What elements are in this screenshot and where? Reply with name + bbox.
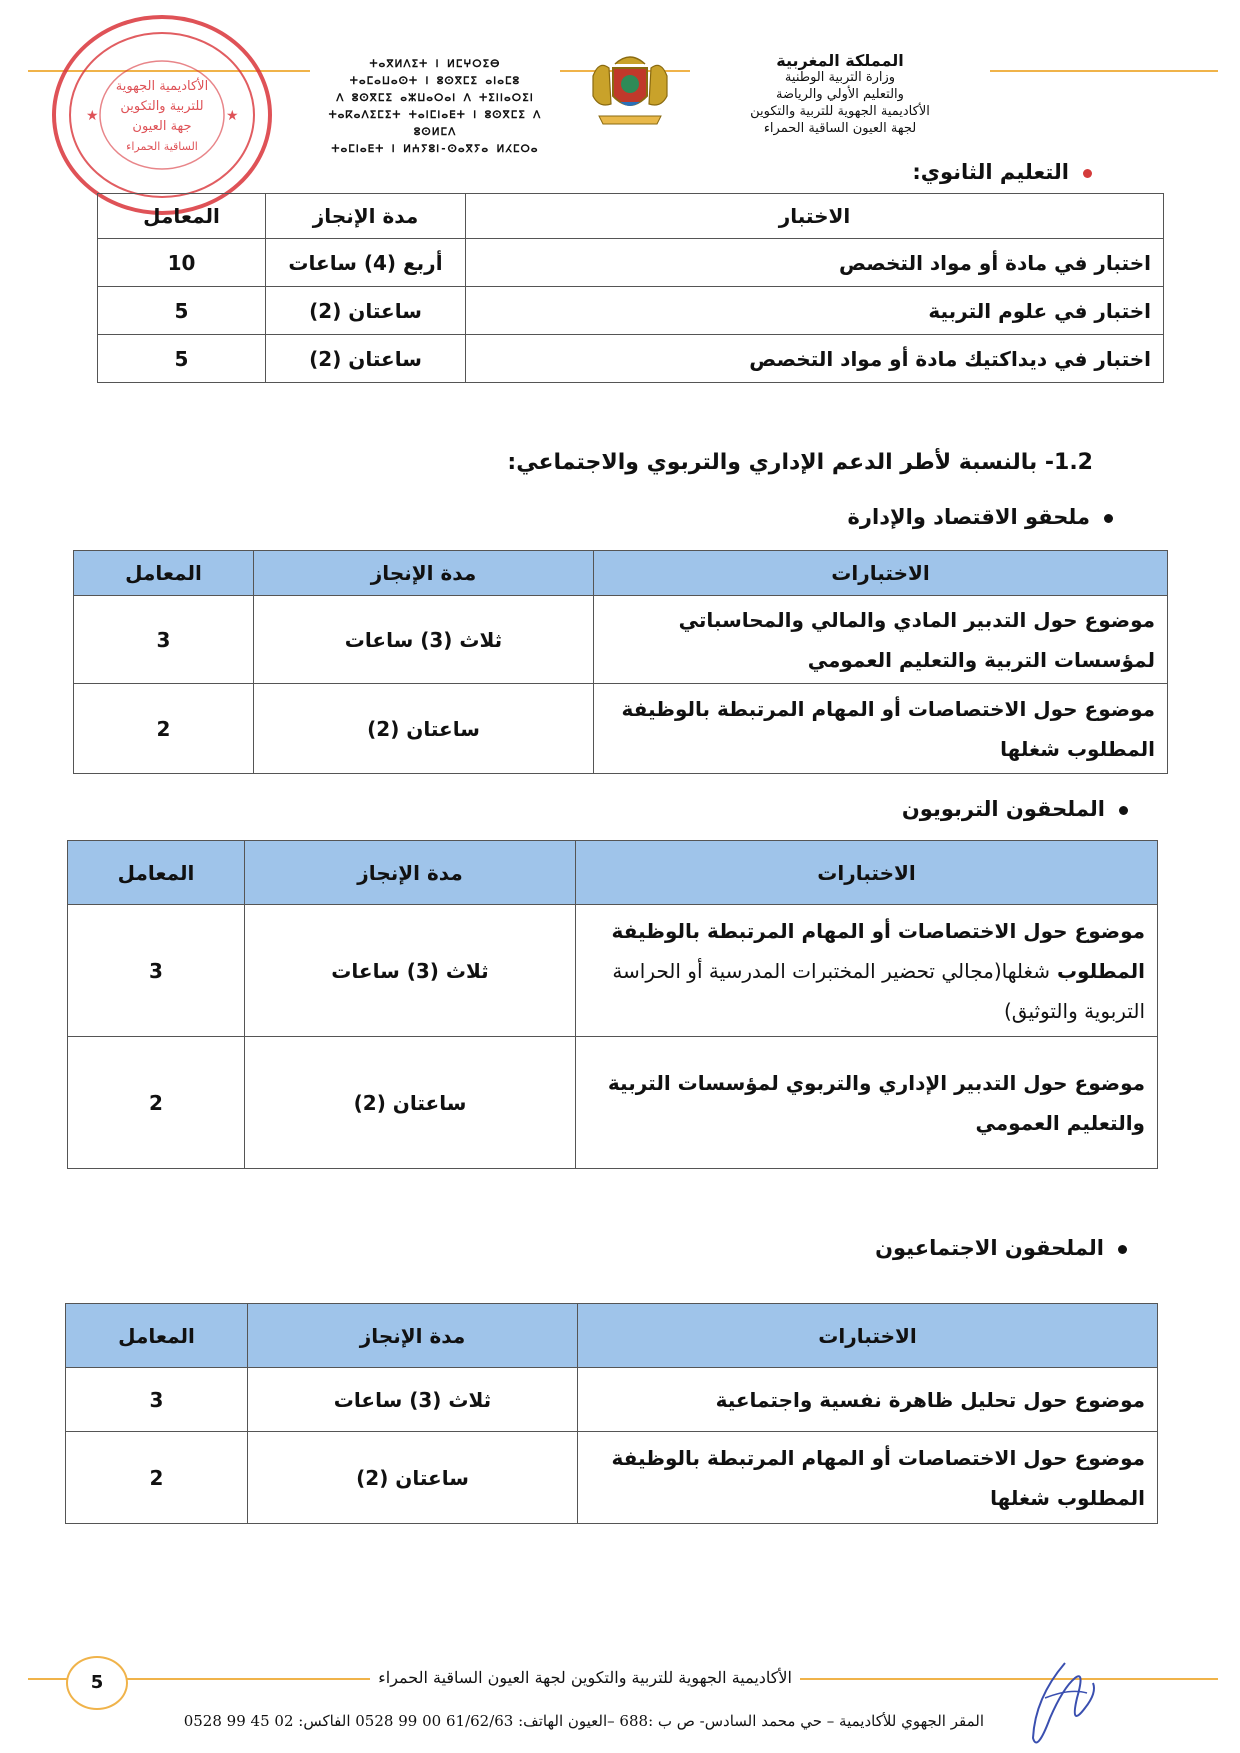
test-cell: موضوع حول الاختصاصات أو المهام المرتبطة بالوظيفة المطلوب شغلها	[578, 1432, 1158, 1524]
academy-line: الأكاديمية الجهوية للتربية والتكوين	[750, 104, 930, 119]
test-cell: موضوع حول التدبير الإداري والتربوي لمؤسسات التربية والتعليم العمومي	[576, 1037, 1158, 1169]
duration-cell: ساعتان (2)	[254, 684, 594, 774]
svg-text:جهة العيون: جهة العيون	[132, 119, 192, 134]
svg-text:★: ★	[226, 108, 239, 124]
header-arabic	[690, 52, 990, 137]
test-cell: اختبار في ديداكتيك مادة أو مواد التخصص	[466, 335, 1164, 383]
test-cell: اختبار في مادة أو مواد التخصص	[466, 239, 1164, 287]
table-row	[68, 905, 1158, 1037]
secondary-table	[97, 193, 1164, 383]
column-header: مدة الإنجاز	[254, 551, 594, 596]
duration-cell: أربع (4) ساعات	[266, 239, 466, 287]
test-cell: اختبار في علوم التربية	[466, 287, 1164, 335]
coef-cell: 2	[66, 1432, 248, 1524]
coef-cell: 5	[98, 335, 266, 383]
svg-text:★: ★	[86, 108, 99, 124]
svg-text:الساقية الحمراء: الساقية الحمراء	[126, 140, 198, 153]
bullet-icon	[1104, 514, 1113, 523]
duration-cell: ساعتان (2)	[248, 1432, 578, 1524]
column-header: المعامل	[66, 1304, 248, 1368]
test-cell	[576, 905, 1158, 1037]
table-header-row	[66, 1304, 1158, 1368]
test-cell: موضوع حول التدبير المادي والمالي والمحاسباتي لمؤسسات التربية والتعليم العمومي	[594, 596, 1168, 684]
table-row	[98, 335, 1164, 383]
svg-text:الأكاديمية الجهوية: الأكاديمية الجهوية	[115, 79, 209, 94]
column-header: المعامل	[68, 841, 245, 905]
coef-cell: 2	[68, 1037, 245, 1169]
economics-table	[73, 550, 1168, 774]
table-row	[66, 1368, 1158, 1432]
duration-cell: ساعتان (2)	[266, 287, 466, 335]
coat-of-arms-icon	[585, 46, 675, 128]
pedagogical-heading: الملحقون التربويون	[902, 797, 1128, 821]
page-number: 5	[66, 1656, 128, 1710]
tifinagh-line: ⵜⴰⵎⵏⴰⴹⵜ ⵏ ⵍⵄⵢⵓⵏ-ⵙⴰⴳⵢⴰ ⵍⵃⵎⵔⴰ	[331, 143, 539, 155]
coef-cell: 3	[66, 1368, 248, 1432]
coef-cell: 3	[68, 905, 245, 1037]
duration-cell: ساعتان (2)	[245, 1037, 576, 1169]
tifinagh-line: ⵜⴰⴽⴰⴷⵉⵎⵉⵜ ⵜⴰⵏⵎⵏⴰⴹⵜ ⵏ ⵓⵙⴳⵎⵉ ⴷ ⵓⵙⵍⵎⴷ	[328, 109, 542, 138]
column-header: مدة الإنجاز	[266, 194, 466, 239]
footer-address: المقر الجهوي للأكاديمية – حي محمد السادس- ص ب :688 –العيون الهاتف: 61/62/63 00 99 0528 الفاكس: 02 45 99 0528	[183, 1712, 984, 1730]
column-header: مدة الإنجاز	[245, 841, 576, 905]
column-header: الاختبارات	[594, 551, 1168, 596]
column-header: المعامل	[98, 194, 266, 239]
test-cell: موضوع حول الاختصاصات أو المهام المرتبطة بالوظيفة المطلوب شغلها	[594, 684, 1168, 774]
test-text: موضوع حول الاختصاصات أو المهام المرتبطة بالوظيفة المطلوب	[611, 918, 1145, 983]
region-line: لجهة العيون الساقية الحمراء	[763, 121, 917, 136]
duration-cell: ثلاث (3) ساعات	[254, 596, 594, 684]
economics-heading: ملحقو الاقتصاد والإدارة	[848, 505, 1113, 529]
coef-cell: 2	[74, 684, 254, 774]
table-row	[66, 1432, 1158, 1524]
table-header-row	[98, 194, 1164, 239]
ministry-line: والتعليم الأولي والرياضة	[776, 87, 904, 102]
table-row	[98, 239, 1164, 287]
tifinagh-line: ⵜⴰⴳⵍⴷⵉⵜ ⵏ ⵍⵎⵖⵔⵉⴱ	[369, 58, 501, 70]
svg-text:للتربية والتكوين: للتربية والتكوين	[120, 99, 204, 114]
header-tifinagh	[310, 56, 560, 158]
column-header: الاختبار	[466, 194, 1164, 239]
duration-cell: ساعتان (2)	[266, 335, 466, 383]
social-table	[65, 1303, 1158, 1524]
column-header: المعامل	[74, 551, 254, 596]
duration-cell: ثلاث (3) ساعات	[245, 905, 576, 1037]
table-row	[98, 287, 1164, 335]
table-header-row	[74, 551, 1168, 596]
test-text-continued: شغلها(مجالي تحضير المختبرات المدرسية أو الحراسة التربوية والتوثيق)	[612, 958, 1145, 1023]
signature	[1015, 1658, 1105, 1753]
bullet-icon	[1118, 1245, 1127, 1254]
coef-cell: 10	[98, 239, 266, 287]
bullet-icon	[1083, 169, 1092, 178]
bullet-icon	[1119, 806, 1128, 815]
table-row	[74, 596, 1168, 684]
kingdom-title: المملكة المغربية	[776, 51, 904, 70]
duration-cell: ثلاث (3) ساعات	[248, 1368, 578, 1432]
column-header: الاختبارات	[578, 1304, 1158, 1368]
column-header: مدة الإنجاز	[248, 1304, 578, 1368]
coef-cell: 5	[98, 287, 266, 335]
secondary-heading: التعليم الثانوي:	[912, 160, 1092, 184]
table-header-row	[68, 841, 1158, 905]
test-cell: موضوع حول تحليل ظاهرة نفسية واجتماعية	[578, 1368, 1158, 1432]
tifinagh-line: ⵜⴰⵎⴰⵡⴰⵙⵜ ⵏ ⵓⵙⴳⵎⵉ ⴰⵏⴰⵎⵓ	[349, 75, 521, 87]
pedagogical-table	[67, 840, 1158, 1169]
tifinagh-line: ⴷ ⵓⵙⴳⵎⵉ ⴰⵣⵡⴰⵔⴰⵏ ⴷ ⵜⵉⵏⵏⴰⵔⵉⵏ	[336, 92, 534, 104]
ministry-line: وزارة التربية الوطنية	[784, 70, 896, 85]
social-heading: الملحقون الاجتماعيون	[875, 1236, 1127, 1260]
table-row	[74, 684, 1168, 774]
footer-academy: الأكاديمية الجهوية للتربية والتكوين لجهة العيون الساقية الحمراء	[370, 1668, 800, 1687]
section-heading: 1.2- بالنسبة لأطر الدعم الإداري والتربوي والاجتماعي:	[507, 450, 1093, 475]
table-row	[68, 1037, 1158, 1169]
official-stamp	[48, 10, 276, 220]
column-header: الاختبارات	[576, 841, 1158, 905]
coef-cell: 3	[74, 596, 254, 684]
